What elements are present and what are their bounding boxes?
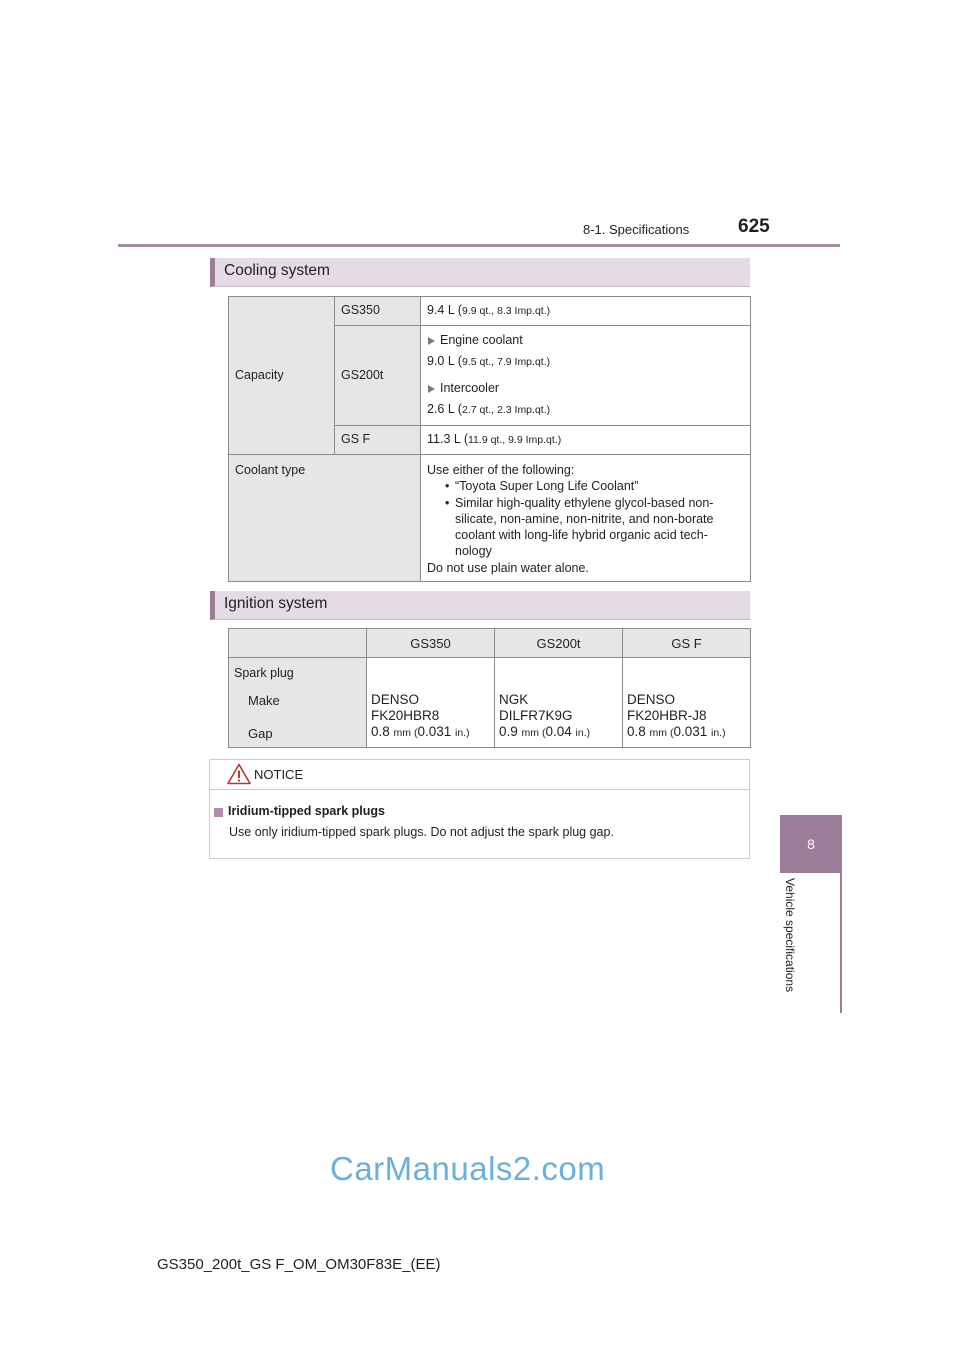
coolant-label-cell: Coolant type <box>229 455 421 582</box>
make-label: Make <box>248 693 280 708</box>
section-heading-ignition <box>210 591 750 620</box>
table-row <box>229 658 751 748</box>
footer-doc-id: GS350_200t_GS F_OM_OM30F83E_(EE) <box>157 1256 441 1273</box>
table-header-row <box>229 629 751 658</box>
square-bullet-icon <box>214 808 223 817</box>
page-number: 625 <box>738 216 770 237</box>
section-title: Cooling system <box>224 262 330 279</box>
spark-plug-value-cell: DENSO FK20HBR8 0.8 mm (0.031 in.) <box>367 658 495 748</box>
list-item: Intercooler <box>428 381 744 397</box>
value-cell: 9.4 L (9.9 qt., 8.3 Imp.qt.) <box>421 297 751 326</box>
coolant-value-cell: Use either of the following: • “Toyota Super Long Life Coolant” • Similar high-quality ethylene glycol-based non-silicate, non-amine, non-nitrite, and non-borate coolant with long-life hybrid organic acid tech-nology Do not use plain water alone. <box>421 455 751 582</box>
empty-header <box>229 629 367 658</box>
spark-plug-label: Spark plug <box>234 666 294 680</box>
value-cell: Engine coolant 9.0 L (9.5 qt., 7.9 Imp.qt.) Intercooler 2.6 L (2.7 qt., 2.3 Imp.qt.) <box>421 326 751 426</box>
chapter-tab-rule <box>840 873 842 1013</box>
list-item: • “Toyota Super Long Life Coolant” <box>427 478 744 494</box>
triangle-bullet-icon <box>428 385 435 393</box>
chapter-title-vertical <box>781 878 805 1018</box>
list-item: • Similar high-quality ethylene glycol-based non-silicate, non-amine, non-nitrite, and non-borate coolant with long-life hybrid organic acid tech-nology <box>427 495 744 560</box>
section-title: Ignition system <box>224 595 328 612</box>
column-header: GS350 <box>367 629 495 658</box>
notice-subtitle: Iridium-tipped spark plugs <box>228 804 385 818</box>
section-heading-cooling <box>210 258 750 287</box>
capacity-label-cell <box>229 297 335 455</box>
notice-title: NOTICE <box>254 767 304 782</box>
column-header: GS200t <box>495 629 623 658</box>
warning-triangle-icon <box>227 763 251 785</box>
model-cell: GS F <box>335 426 421 455</box>
notice-header <box>210 760 749 790</box>
notice-body: Use only iridium-tipped spark plugs. Do not adjust the spark plug gap. <box>229 825 614 839</box>
spark-plug-value-cell: NGK DILFR7K9G 0.9 mm (0.04 in.) <box>495 658 623 748</box>
ignition-spec-table <box>228 628 751 748</box>
chapter-tab: 8 <box>780 815 842 873</box>
column-header: GS F <box>623 629 751 658</box>
gap-label: Gap <box>248 726 273 741</box>
chapter-title-text: Vehicle specifications <box>783 878 797 993</box>
spark-plug-label-cell <box>229 658 367 748</box>
table-row <box>229 297 751 326</box>
list-item: Engine coolant <box>428 333 744 349</box>
table-row <box>229 455 751 582</box>
watermark: CarManuals2.com <box>330 1150 606 1187</box>
model-cell: GS350 <box>335 297 421 326</box>
spark-plug-value-cell: DENSO FK20HBR-J8 0.8 mm (0.031 in.) <box>623 658 751 748</box>
header-rule <box>118 244 840 247</box>
notice-box <box>209 759 750 859</box>
triangle-bullet-icon <box>428 337 435 345</box>
coolant-options-list <box>427 478 744 559</box>
running-header-section: 8-1. Specifications <box>583 222 690 237</box>
capacity-label: Capacity <box>235 368 284 383</box>
model-cell: GS200t <box>335 326 421 426</box>
cooling-spec-table <box>228 296 751 582</box>
value-cell: 11.3 L (11.9 qt., 9.9 Imp.qt.) <box>421 426 751 455</box>
